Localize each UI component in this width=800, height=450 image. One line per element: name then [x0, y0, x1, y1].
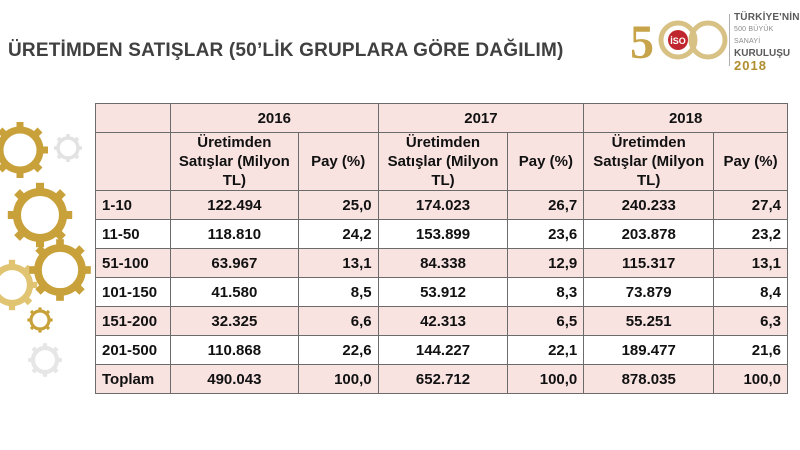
sales-2018-cell: 73.879 — [584, 278, 714, 307]
sales-2016-cell: 41.580 — [170, 278, 298, 307]
sales-distribution-table — [95, 103, 788, 394]
sales-2017-cell: 144.227 — [378, 336, 508, 365]
year-header-2016: 2016 — [170, 104, 378, 133]
page-title: ÜRETİMDEN SATIŞLAR (50’LİK GRUPLARA GÖRE DAĞILIM) — [8, 40, 564, 61]
sales-header-2018: Üretimden Satışlar (Milyon TL) — [584, 133, 714, 191]
group-cell: 11-50 — [96, 220, 171, 249]
share-2016-cell: 13,1 — [298, 249, 378, 278]
sales-2018-cell: 189.477 — [584, 336, 714, 365]
sales-2017-cell: 84.338 — [378, 249, 508, 278]
logo-text — [734, 12, 800, 72]
share-2016-cell: 24,2 — [298, 220, 378, 249]
share-2016-cell: 8,5 — [298, 278, 378, 307]
share-2018-cell: 100,0 — [714, 365, 788, 394]
share-2017-cell: 8,3 — [508, 278, 584, 307]
group-cell: 151-200 — [96, 307, 171, 336]
share-2018-cell: 21,6 — [714, 336, 788, 365]
share-2018-cell: 23,2 — [714, 220, 788, 249]
group-header — [96, 133, 171, 191]
sales-2017-cell: 53.912 — [378, 278, 508, 307]
group-cell: Toplam — [96, 365, 171, 394]
sales-2016-cell: 110.868 — [170, 336, 298, 365]
total-row — [96, 365, 788, 394]
table-row — [96, 307, 788, 336]
gear-tiny-icon — [27, 307, 52, 332]
sales-2016-cell: 122.494 — [170, 191, 298, 220]
sales-2016-cell: 63.967 — [170, 249, 298, 278]
share-2017-cell: 23,6 — [508, 220, 584, 249]
share-2018-cell: 27,4 — [714, 191, 788, 220]
iso500-logo — [628, 8, 800, 73]
logo-line-4: 2018 — [734, 58, 767, 73]
sales-2018-cell: 878.035 — [584, 365, 714, 394]
group-cell: 101-150 — [96, 278, 171, 307]
share-header-2016: Pay (%) — [298, 133, 378, 191]
logo-500-graphic — [628, 8, 728, 68]
gears-icon — [0, 120, 100, 390]
share-2016-cell: 100,0 — [298, 365, 378, 394]
share-2016-cell: 6,6 — [298, 307, 378, 336]
share-2018-cell: 8,4 — [714, 278, 788, 307]
sales-2017-cell: 42.313 — [378, 307, 508, 336]
sales-2016-cell: 32.325 — [170, 307, 298, 336]
year-header-row — [96, 104, 788, 133]
sales-2017-cell: 153.899 — [378, 220, 508, 249]
table-row — [96, 220, 788, 249]
svg-text:5: 5 — [630, 16, 654, 68]
logo-emblem-text: İSO — [670, 36, 686, 46]
year-header-2017: 2017 — [378, 104, 584, 133]
logo-divider — [729, 14, 730, 66]
sales-2018-cell: 115.317 — [584, 249, 714, 278]
gear-large-top-icon — [0, 122, 48, 178]
share-2017-cell: 22,1 — [508, 336, 584, 365]
corner-cell — [96, 104, 171, 133]
table-row — [96, 249, 788, 278]
share-2017-cell: 26,7 — [508, 191, 584, 220]
group-cell: 51-100 — [96, 249, 171, 278]
gear-large-middle-icon — [8, 183, 72, 247]
sales-2016-cell: 490.043 — [170, 365, 298, 394]
sales-2017-cell: 652.712 — [378, 365, 508, 394]
group-cell: 201-500 — [96, 336, 171, 365]
sales-header-2016: Üretimden Satışlar (Milyon TL) — [170, 133, 298, 191]
year-header-2018: 2018 — [584, 104, 788, 133]
group-cell: 1-10 — [96, 191, 171, 220]
logo-line-1: TÜRKİYE'NİN — [734, 12, 800, 23]
share-2018-cell: 13,1 — [714, 249, 788, 278]
share-2017-cell: 6,5 — [508, 307, 584, 336]
share-2016-cell: 25,0 — [298, 191, 378, 220]
share-2016-cell: 22,6 — [298, 336, 378, 365]
share-2018-cell: 6,3 — [714, 307, 788, 336]
sub-header-row — [96, 133, 788, 191]
sales-2018-cell: 240.233 — [584, 191, 714, 220]
share-2017-cell: 12,9 — [508, 249, 584, 278]
gear-small-gray-icon — [54, 134, 82, 162]
logo-line-2: 500 BÜYÜK SANAYİ — [734, 26, 774, 45]
table-row — [96, 278, 788, 307]
gear-bottom-icon — [29, 239, 91, 301]
sales-2016-cell: 118.810 — [170, 220, 298, 249]
sales-2018-cell: 55.251 — [584, 307, 714, 336]
sales-2017-cell: 174.023 — [378, 191, 508, 220]
table-row — [96, 191, 788, 220]
share-2017-cell: 100,0 — [508, 365, 584, 394]
share-header-2018: Pay (%) — [714, 133, 788, 191]
table-row — [96, 336, 788, 365]
logo-line-3: KURULUŞU — [734, 48, 791, 59]
sales-2018-cell: 203.878 — [584, 220, 714, 249]
share-header-2017: Pay (%) — [508, 133, 584, 191]
sales-header-2017: Üretimden Satışlar (Milyon TL) — [378, 133, 508, 191]
gear-faint-icon — [28, 343, 62, 377]
